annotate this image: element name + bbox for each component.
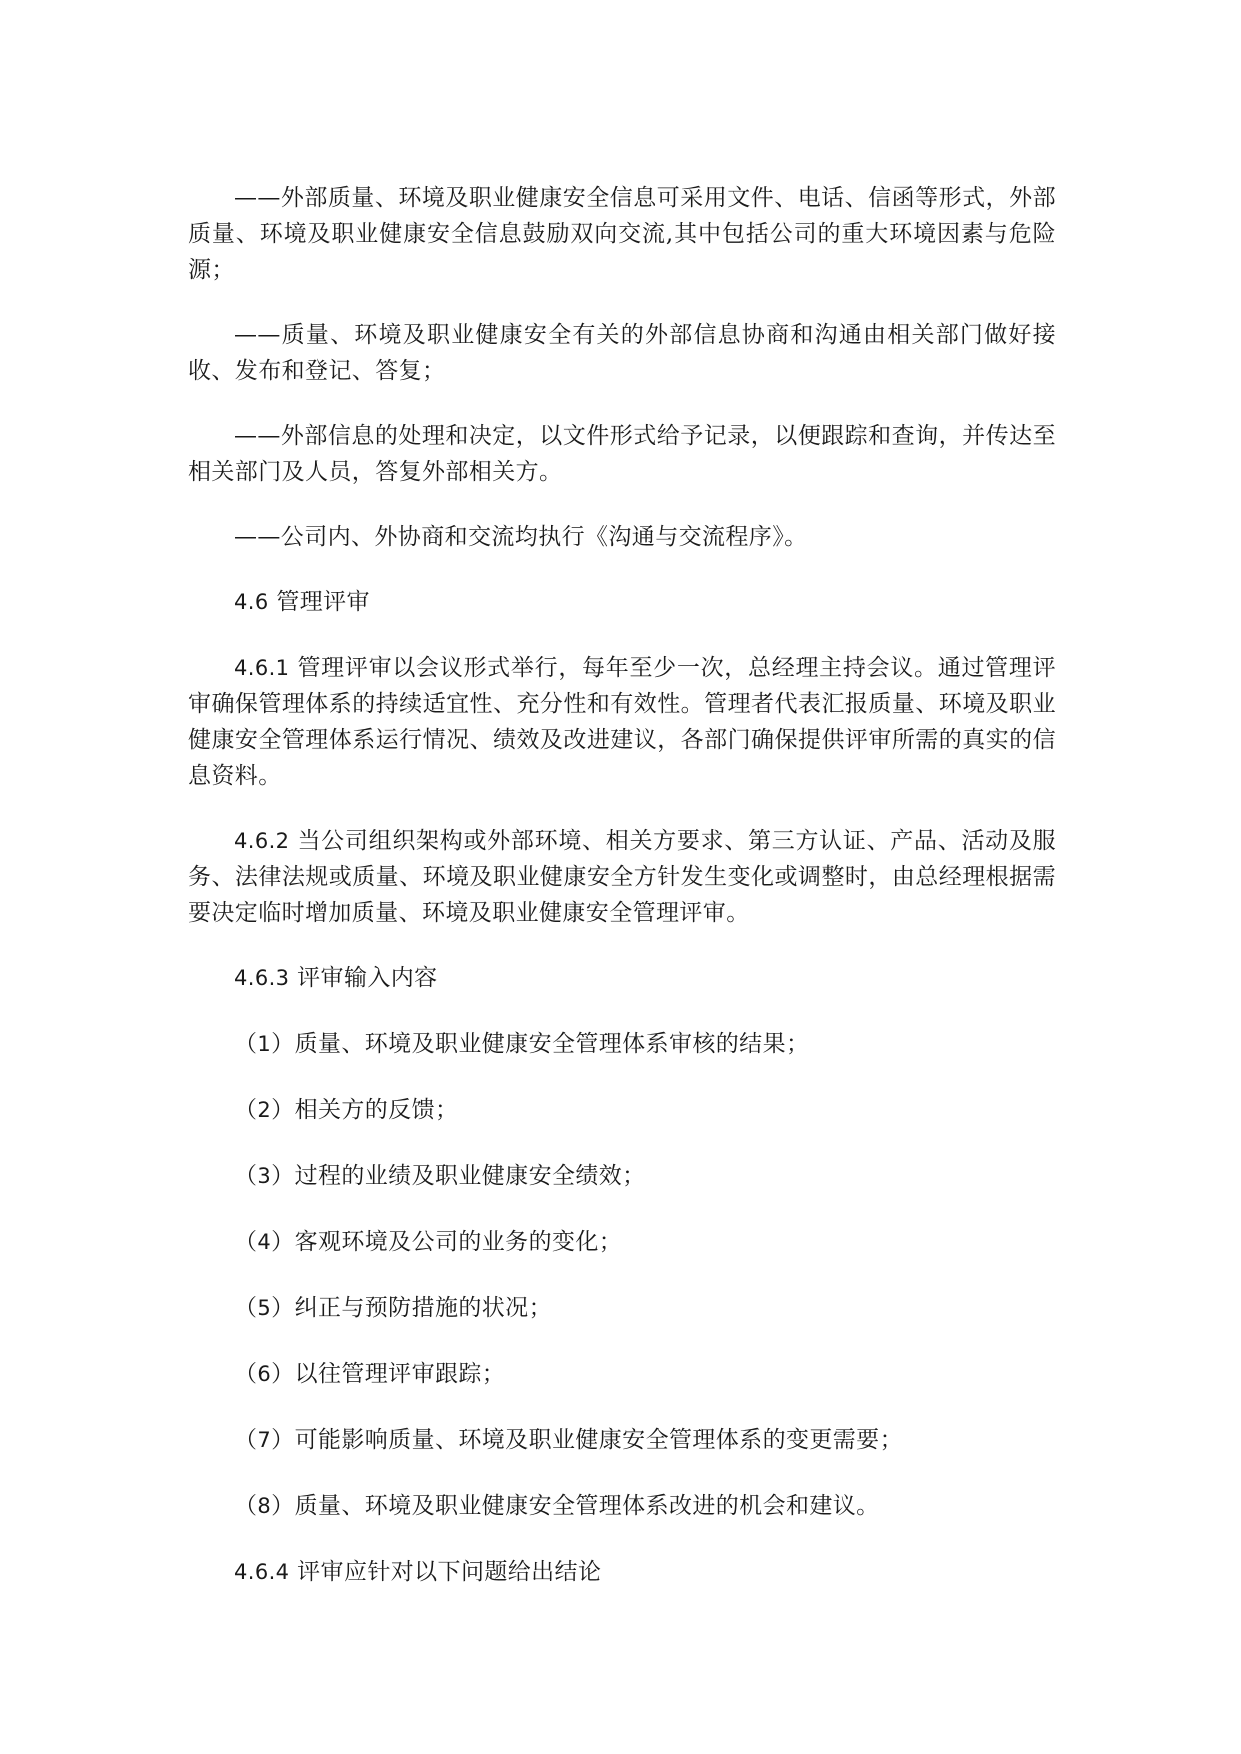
clause-text: 当公司组织架构或外部环境、相关方要求、第三方认证、产品、活动及服务、法律法规或质量、环境及职业健康安全方针发生变化或调整时，由总经理根据需要决定临时增加质量、环境及职业健康安全管理评审。 <box>188 828 1056 926</box>
list-item <box>188 1488 1056 1524</box>
list-item <box>188 1224 1056 1260</box>
clause-number: 4.6.2 <box>234 829 290 853</box>
item-number: 7 <box>257 1428 272 1452</box>
item-number: 5 <box>257 1296 272 1320</box>
item-number: 8 <box>257 1494 272 1518</box>
list-item <box>188 1026 1056 1062</box>
clause-number: 4.6.4 <box>234 1560 290 1584</box>
item-text: 质量、环境及职业健康安全管理体系改进的机会和建议。 <box>294 1493 880 1519</box>
item-number: 2 <box>257 1098 272 1122</box>
item-text: 可能影响质量、环境及职业健康安全管理体系的变更需要； <box>294 1427 903 1453</box>
paren-close: ） <box>271 1493 295 1519</box>
paren-open: （ <box>234 1493 258 1519</box>
paren-close: ） <box>271 1295 295 1321</box>
list-item <box>188 1356 1056 1392</box>
list-item <box>188 1092 1056 1128</box>
section-heading-4-6 <box>188 584 1056 620</box>
list-item <box>188 1422 1056 1458</box>
paragraph-external-info-handling: ——质量、环境及职业健康安全有关的外部信息协商和沟通由相关部门做好接收、发布和登记、答复； <box>188 322 1056 384</box>
item-number: 4 <box>257 1230 272 1254</box>
paren-open: （ <box>234 1295 258 1321</box>
item-text: 以往管理评审跟踪； <box>294 1361 506 1387</box>
clause-number: 4.6.3 <box>234 966 290 990</box>
clause-4-6-1 <box>188 650 1056 794</box>
clause-4-6-2 <box>188 823 1056 931</box>
document-body <box>188 180 1056 1590</box>
clause-title: 评审应针对以下问题给出结论 <box>297 1559 602 1585</box>
paragraph-external-info-decision: ——外部信息的处理和决定，以文件形式给予记录，以便跟踪和查询，并传达至相关部门及人员，答复外部相关方。 <box>188 423 1056 485</box>
paragraph-communication-procedure: ——公司内、外协商和交流均执行《沟通与交流程序》。 <box>234 524 808 550</box>
item-text: 质量、环境及职业健康安全管理体系审核的结果； <box>294 1031 810 1057</box>
paragraph-external-info-forms: ——外部质量、环境及职业健康安全信息可采用文件、电话、信函等形式，外部质量、环境及职业健康安全信息鼓励双向交流,其中包括公司的重大环境因素与危险源； <box>188 185 1056 283</box>
paren-close: ） <box>271 1097 295 1123</box>
item-text: 纠正与预防措施的状况； <box>294 1295 552 1321</box>
paren-close: ） <box>271 1031 295 1057</box>
clause-number: 4.6.1 <box>234 656 290 680</box>
section-title: 管理评审 <box>276 589 370 615</box>
clause-text: 管理评审以会议形式举行，每年至少一次，总经理主持会议。通过管理评审确保管理体系的持续适宜性、充分性和有效性。管理者代表汇报质量、环境及职业健康安全管理体系运行情况、绩效及改进建议，各部门确保提供评审所需的真实的信息资料。 <box>188 655 1056 789</box>
item-number: 6 <box>257 1362 272 1386</box>
paren-close: ） <box>271 1229 295 1255</box>
paren-open: （ <box>234 1427 258 1453</box>
paren-open: （ <box>234 1031 258 1057</box>
paren-close: ） <box>271 1427 295 1453</box>
list-item <box>188 1158 1056 1194</box>
paren-close: ） <box>271 1163 295 1189</box>
paren-open: （ <box>234 1361 258 1387</box>
paren-open: （ <box>234 1163 258 1189</box>
list-item <box>188 1290 1056 1326</box>
paren-close: ） <box>271 1361 295 1387</box>
clause-heading-4-6-3 <box>188 960 1056 996</box>
item-text: 相关方的反馈； <box>294 1097 459 1123</box>
item-number: 3 <box>257 1164 272 1188</box>
paren-open: （ <box>234 1229 258 1255</box>
paren-open: （ <box>234 1097 258 1123</box>
section-number: 4.6 <box>234 590 269 614</box>
item-number: 1 <box>257 1032 272 1056</box>
item-text: 客观环境及公司的业务的变化； <box>294 1229 623 1255</box>
clause-title: 评审输入内容 <box>297 965 438 991</box>
clause-heading-4-6-4 <box>188 1554 1056 1590</box>
item-text: 过程的业绩及职业健康安全绩效； <box>294 1163 646 1189</box>
